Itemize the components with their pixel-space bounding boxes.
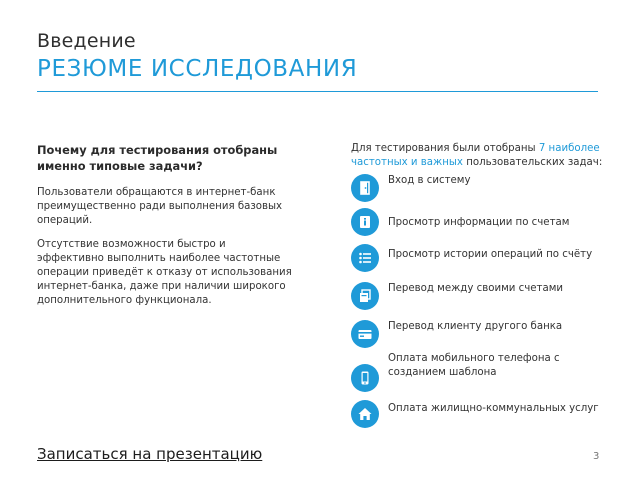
title-divider — [37, 91, 598, 92]
task-label: Просмотр информации по счетам — [388, 217, 570, 228]
section-eyebrow: Введение — [37, 30, 136, 52]
bank-card-icon — [351, 320, 379, 348]
intro-prefix: Для тестирования были отобраны — [351, 143, 539, 154]
page-number: 3 — [593, 451, 600, 462]
task-label: Просмотр истории операций по счёту — [388, 249, 593, 260]
question-heading: Почему для тестирования отобраны именно типовые задачи? — [37, 143, 278, 173]
paragraph-1: Пользователи обращаются в интернет-банк преимущественно ради выполнения базовых операций. — [37, 187, 283, 226]
task-label: Вход в систему — [388, 175, 471, 186]
tasks-intro — [351, 142, 611, 170]
list-icon — [351, 244, 379, 272]
transfer-cards-icon — [351, 282, 379, 310]
task-label: Перевод между своими счетами — [388, 283, 563, 294]
paragraph-2: Отсутствие возможности быстро и эффективно выполнить наиболее частотные операции приведёт к отказу от использования интернет-банка, даже при наличии широкого дополнительного функционала. — [37, 239, 292, 306]
left-column — [37, 142, 295, 318]
signup-presentation-link[interactable]: Записаться на презентацию — [37, 445, 263, 463]
info-icon — [351, 208, 379, 236]
house-icon — [351, 400, 379, 428]
task-label: Оплата мобильного телефона с созданием шаблона — [388, 353, 560, 378]
mobile-phone-icon — [351, 364, 379, 392]
right-column — [351, 142, 611, 414]
intro-suffix: пользовательских задач: — [462, 157, 603, 168]
page-title: РЕЗЮМЕ ИССЛЕДОВАНИЯ — [37, 56, 358, 82]
intro-highlight: 7 наиболее частотных и важных — [351, 143, 600, 168]
login-door-icon — [351, 174, 379, 202]
task-label: Перевод клиенту другого банка — [388, 321, 563, 332]
task-label: Оплата жилищно-коммунальных услуг — [388, 403, 599, 414]
